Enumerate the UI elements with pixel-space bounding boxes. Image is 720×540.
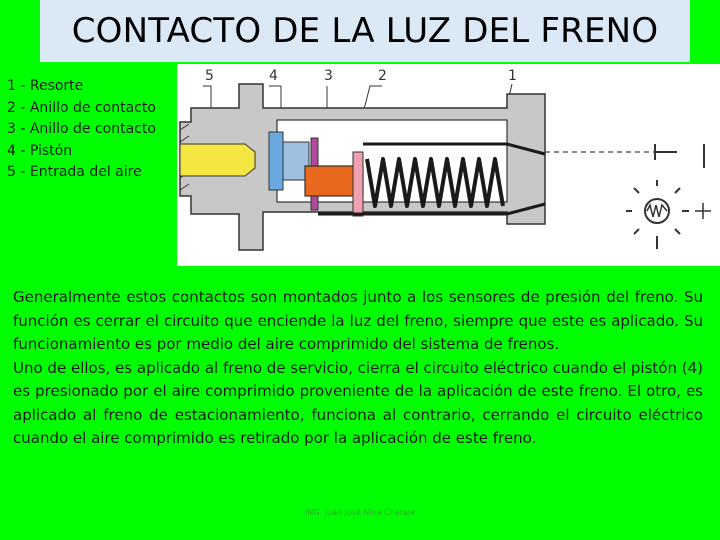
- switch-cutaway-svg: [177, 64, 720, 266]
- author-credit: ING. Juan José Nina Charaja: [304, 508, 416, 517]
- callout-4: 4: [269, 68, 278, 84]
- plus-terminal-icon: [695, 203, 711, 219]
- description-paragraph-2: Uno de ellos, es aplicado al freno de servicio, cierra el circuito eléctrico cuando el pistón (4) es presionado por el aire comprimido proveniente de la aplicación de este freno. El otro, es aplicado al freno de estacionamiento, funciona al contrario, cerrando el circuito eléctrico cuando el aire comprimido es retirado por la aplicación de este freno.: [13, 358, 703, 447]
- legend-item-anillo-3: 3 - Anillo de contacto: [7, 121, 156, 137]
- legend-item-resorte: 1 - Resorte: [7, 78, 84, 94]
- piston-4: [269, 132, 283, 190]
- legend-item-anillo-2: 2 - Anillo de contacto: [7, 99, 156, 116]
- brake-light-switch-diagram: [177, 64, 720, 266]
- legend-item-entrada-aire: 5 - Entrada del aire: [7, 164, 142, 180]
- callout-2: 2: [378, 68, 387, 84]
- parts-legend: [7, 76, 156, 184]
- description-paragraph-1: Generalmente estos contactos son montados junto a los sensores de presión del freno. Su función es cerrar el circuito que enciende la luz del freno, siempre que este es aplicado. Su funcionamiento es por medio del aire comprimido del sistema de frenos.: [13, 288, 703, 353]
- page-title: CONTACTO DE LA LUZ DEL FRENO: [71, 11, 659, 51]
- callout-3: 3: [324, 68, 333, 84]
- contact-ring-2: [353, 152, 363, 216]
- brake-lamp-icon: [626, 180, 689, 249]
- air-inlet: [180, 144, 255, 176]
- callout-1: 1: [508, 68, 517, 84]
- title-banner: [40, 0, 690, 62]
- description-text: [13, 286, 703, 451]
- callout-5: 5: [205, 68, 214, 84]
- legend-item-piston: 4 - Pistón: [7, 142, 73, 159]
